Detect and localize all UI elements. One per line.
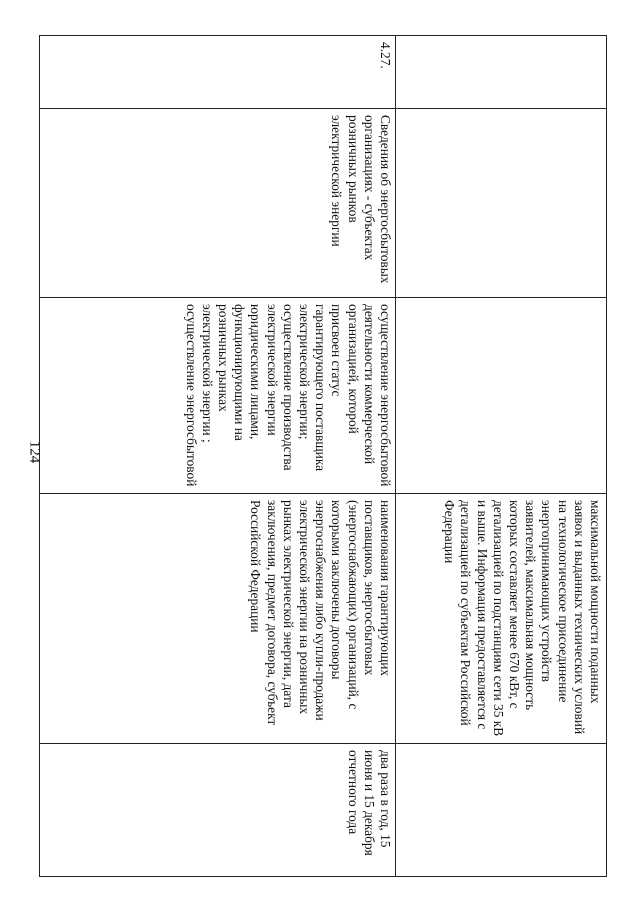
row-info: наименования гарантирующих поставщиков, энергосбытовых (энергоснабжающих) организаций, с которыми заключены договоры энергоснабжения либо купли-продажи электрической энергии на розничных рынках электрической энергии, дата заключения, предмет договора, субъект Российской Федерации xyxy=(40,493,396,743)
row-number: 4.27. xyxy=(378,42,393,69)
cell-name-empty xyxy=(396,108,606,297)
cell-number-empty xyxy=(396,36,606,108)
row-term: два раза в год, 15 июня и 15 декабря отчетного года xyxy=(40,743,396,878)
cell-content-empty xyxy=(396,297,606,493)
table-row-4-27 xyxy=(39,35,396,877)
cell-term-empty xyxy=(396,743,606,878)
page-number: 124 xyxy=(26,440,43,464)
data-table xyxy=(39,35,607,877)
row-content: осуществление энергосбытовой деятельности коммерческой организацией, которой присвоен статус гарантирующего поставщика электрической энергии; осуществление производства электрической энергии юридическими лицами, функционирующими на розничных рынках электрической энергии ; осуществление энергосбытовой xyxy=(40,297,396,493)
row-name: Сведения об энергосбытовых организациях - субъектах розничных рынков электрической энергии xyxy=(40,108,396,297)
table-row-continuation xyxy=(395,35,607,877)
cell-info-continuation: максимальной мощности поданных заявок и выданных технических условий на технологическое присоединение энергопринимающих устройств заявителей, максимальная мощность которых составляет менее 670 кВт, с детализацией по подстанциям сети 35 кВ и выше. Информация предоставляется с детализацией по субъектам Российской Федерации xyxy=(396,493,606,743)
